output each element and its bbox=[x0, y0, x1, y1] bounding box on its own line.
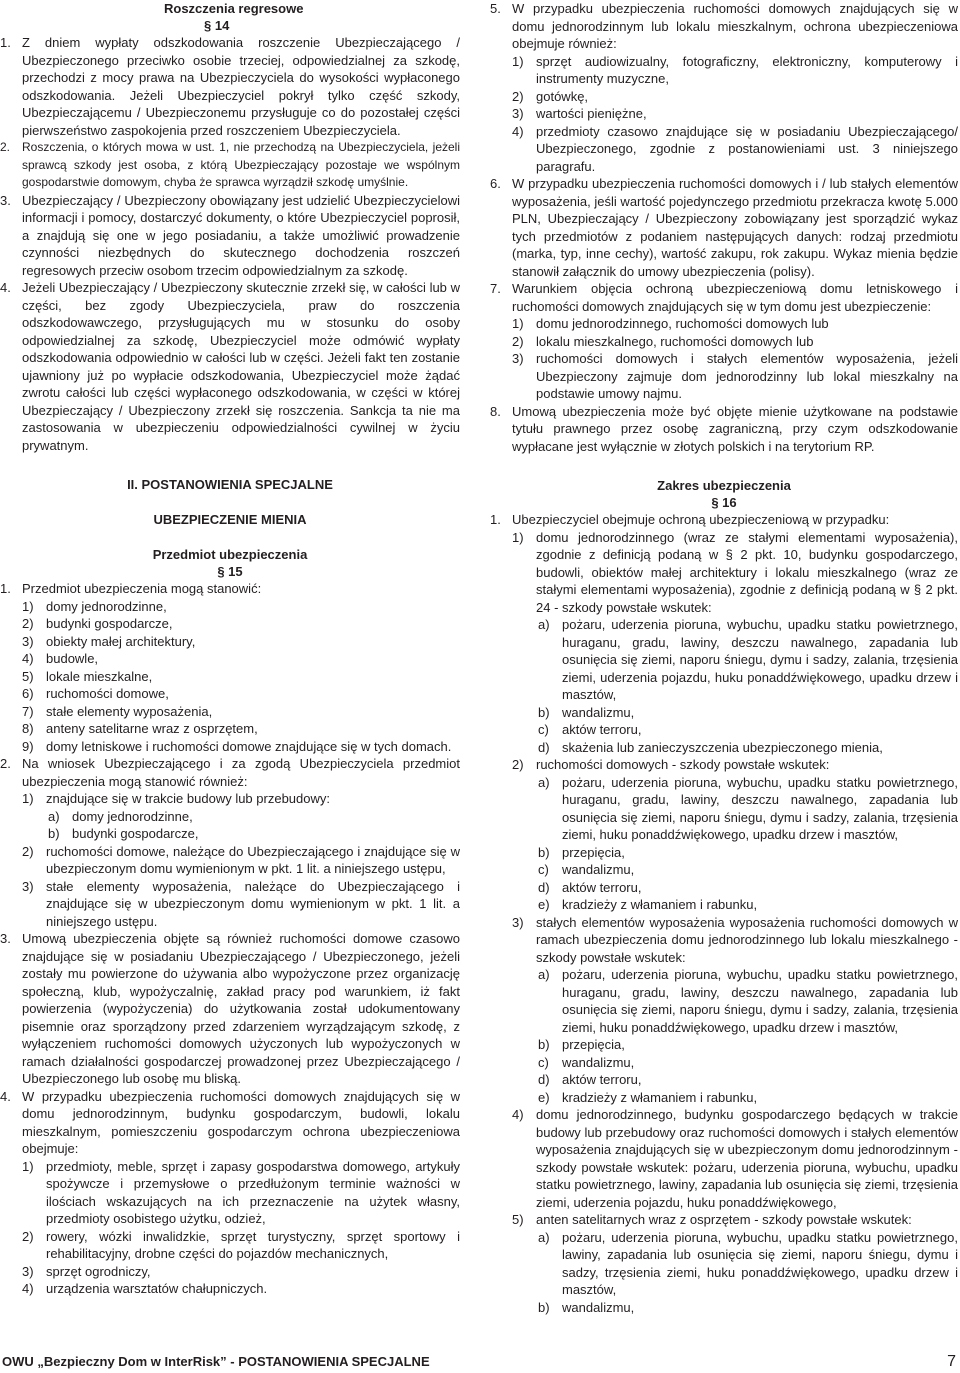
item-number: e) bbox=[538, 1089, 550, 1105]
item-number: 1) bbox=[22, 598, 34, 614]
spacer bbox=[0, 493, 460, 511]
spacer bbox=[0, 528, 460, 546]
paragraph-number: § 14 bbox=[204, 18, 230, 33]
clause bbox=[0, 1088, 460, 1158]
item-text: sprzęt ogrodniczy, bbox=[46, 1263, 151, 1279]
item-number: b) bbox=[538, 844, 550, 860]
item-number: 2) bbox=[22, 616, 34, 631]
item-text: przepięcia, bbox=[562, 1037, 625, 1052]
list-item bbox=[490, 53, 958, 88]
clause bbox=[0, 279, 460, 454]
list-item bbox=[0, 633, 460, 651]
item-number: 7) bbox=[22, 703, 34, 719]
item-number: e) bbox=[538, 897, 550, 912]
item-text: Umową ubezpieczenia może być objęte mienie użytkowane na podstawie tytułu prawnego przez osobę zagraniczną, przy czym odszkodowanie wypłacane jest wyłącznie w złotych polskich i na terytorium RP. bbox=[512, 403, 958, 454]
item-number: a) bbox=[48, 808, 60, 824]
list-item bbox=[0, 738, 460, 756]
item-number: b) bbox=[538, 704, 550, 720]
item-text: Umową ubezpieczenia objęte są również ruchomości domowe czasowo znajdujące się w posiadaniu Ubezpieczającego / Ubezpieczonego, jeżeli zostały mu powierzone do używania albo wypożyczone przez organizację społeczną, klub, wypożyczalnię, zakład pracy pod warunkiem, iż fakt powierzenia (wypożyczenia) do użytkowania został udokumentowany pisemnie oraz sporządzony przed zdarzeniem wyrządzającym szkodę, z wyłączeniem ruchomości domowych użyczonych lub wypożyczonych w ramach działalności gospodarczej prowadzonej przez Ubezpieczającego / Ubezpieczonego lub osobę mu bliską. bbox=[22, 931, 460, 1086]
item-text: domy jednorodzinne, bbox=[72, 808, 193, 824]
list-item bbox=[490, 1106, 958, 1211]
item-text: ruchomości domowe, należące do Ubezpieczającego i znajdujące się w ubezpieczonym domu wymienionym w pkt. 1 lit. a niniejszego ustępu, bbox=[46, 843, 460, 876]
item-text: Warunkiem objęcia ochroną ubezpieczeniową domu letniskowego i ruchomości domowych znajdujących się w tym domu jest ubezpieczenie: bbox=[512, 281, 958, 314]
sub-list-item bbox=[490, 861, 958, 879]
spacer bbox=[490, 455, 958, 477]
item-text: ruchomości domowych i stałych elementów wyposażenia, jeżeli Ubezpieczony zajmuje dom jednorodzinny lub lokal mieszkalny na podstawie umowy najmu. bbox=[536, 351, 958, 401]
item-text: znajdujące się w trakcie budowy lub przebudowy: bbox=[46, 791, 330, 806]
item-number: 3) bbox=[22, 633, 34, 649]
item-text: aktów terroru, bbox=[562, 722, 642, 737]
item-text: stałe elementy wyposażenia, bbox=[46, 703, 213, 719]
sub-list-item bbox=[490, 1229, 958, 1299]
item-number: 3) bbox=[22, 878, 34, 894]
list-item bbox=[490, 315, 958, 333]
item-number: c) bbox=[538, 862, 549, 877]
item-text: pożaru, uderzenia pioruna, wybuchu, upadku statku powietrznego, lawiny, zapadania lub osunięcia się ziemi, naporu śniegu, dymu i sadzy, trzęsienia ziemi, huku ponaddźwiękowego, upadku drzew i masztów, bbox=[562, 1229, 958, 1297]
clause bbox=[490, 175, 958, 280]
item-number: 9) bbox=[22, 738, 34, 754]
sub-list-item bbox=[490, 616, 958, 704]
item-text: rowery, wózki inwalidzkie, sprzęt turystyczny, sprzęt sportowy i rehabilitacyjny, drobne części do pojazdów mechanicznych, bbox=[46, 1228, 460, 1261]
item-text: przepięcia, bbox=[562, 844, 625, 860]
item-number: 4) bbox=[512, 1107, 524, 1122]
item-number: 2. bbox=[0, 756, 11, 771]
item-number: a) bbox=[538, 617, 550, 632]
list-item bbox=[0, 1263, 460, 1281]
page-footer bbox=[0, 1354, 960, 1373]
item-text: kradzieży z włamaniem i rabunku, bbox=[562, 897, 758, 912]
item-number: a) bbox=[538, 1229, 550, 1245]
item-number: c) bbox=[538, 722, 549, 737]
item-number: 2) bbox=[512, 333, 524, 349]
paragraph-number: § 16 bbox=[711, 495, 737, 510]
list-item bbox=[490, 88, 958, 106]
item-text: anten satelitarnych wraz z osprzętem - szkody powstałe wskutek: bbox=[536, 1212, 912, 1227]
item-text: domu jednorodzinnego (wraz ze stałymi elementami wyposażenia), zgodnie z definicją podaną w § 2 pkt. 10, budynku gospodarczego, budowli, obiektów małej architektury i lokalu mieszkalnego (wraz ze stałymi elementami wyposażenia), zgodnie z definicją podaną w § 2 pkt. 24 - szkody powstałe wskutek: bbox=[536, 529, 958, 615]
sub-list-item bbox=[0, 808, 460, 826]
clause bbox=[0, 930, 460, 1088]
list-item bbox=[0, 878, 460, 931]
list-item bbox=[0, 703, 460, 721]
part-heading: UBEZPIECZENIE MIENIA bbox=[153, 512, 307, 527]
item-text: obiekty małej architektury, bbox=[46, 633, 196, 649]
item-number: b) bbox=[538, 1037, 550, 1052]
page-number: 7 bbox=[947, 1353, 956, 1370]
item-text: domu jednorodzinnego, ruchomości domowych lub bbox=[536, 316, 829, 331]
item-number: 1) bbox=[512, 529, 524, 545]
item-text: urządzenia warsztatów chałupniczych. bbox=[46, 1281, 268, 1296]
list-item bbox=[490, 1211, 958, 1229]
item-text: ruchomości domowych - szkody powstałe wskutek: bbox=[536, 757, 830, 772]
item-text: Jeżeli Ubezpieczający / Ubezpieczony skutecznie zrzekł się, w całości lub w części, bez zgody Ubezpieczyciela, praw do roszczenia odszkodowawczego, przysługujących mu w stosunku do osoby odpowiedzialnej za szkodę, Ubezpieczyciel może odmówić wypłaty odszkodowania odpowiednio w całości lub w części. Jeżeli fakt ten zostanie ujawniony już po wypłacie odszkodowania, Ubezpieczyciel może żądać zwrotu całości lub części wypłaconego odszkodowania, w części w której Ubezpieczający / Ubezpieczony zrzekł się roszczenia. Sankcja ta nie ma zastosowania w ubezpieczeniu odpowiedzialności cywilnej w życiu prywatnym. bbox=[22, 280, 460, 453]
item-text: stałe elementy wyposażenia, należące do Ubezpieczającego i znajdujące się w ubezpieczonym domu wymienionym w pkt. 1 lit. a niniejszego ustępu. bbox=[46, 878, 460, 929]
item-number: 3) bbox=[512, 914, 524, 930]
item-number: 4) bbox=[22, 651, 34, 666]
item-number: 3) bbox=[22, 1263, 34, 1279]
item-text: W przypadku ubezpieczenia ruchomości domowych znajdujących się w domu jednorodzinnym, budynku gospodarczym, budowli, lokalu mieszkalnym, pomieszczeniu gospodarczym ochrona ubezpieczeniowa obejmuje: bbox=[22, 1088, 460, 1156]
item-number: 4. bbox=[0, 280, 11, 295]
clause bbox=[490, 403, 958, 456]
sub-list-item bbox=[490, 1036, 958, 1054]
item-number: 2. bbox=[0, 140, 11, 154]
sub-list-item bbox=[0, 825, 460, 843]
list-item bbox=[0, 1228, 460, 1263]
section-heading: Roszczenia regresowe bbox=[164, 1, 304, 16]
item-number: 8. bbox=[490, 403, 501, 419]
item-text: domy letniskowe i ruchomości domowe znajdujące się w tych domach. bbox=[46, 738, 452, 754]
item-text: wandalizmu, bbox=[562, 1054, 635, 1070]
item-text: gotówkę, bbox=[536, 88, 589, 104]
item-number: 1) bbox=[22, 791, 34, 806]
footer-title: OWU „Bezpieczny Dom w InterRisk” - POSTANOWIENIA SPECJALNE bbox=[2, 1354, 430, 1369]
item-text: pożaru, uderzenia pioruna, wybuchu, upadku statku powietrznego, huraganu, gradu, lawiny, deszczu nawalnego, zapadania lub osunięcia się ziemi, naporu śniegu, dymu i sadzy, zalania, trzęsienia ziemi, huku ponaddźwiękowego, upadku drzew i masztów, bbox=[562, 967, 958, 1035]
item-number: 5. bbox=[490, 1, 501, 16]
item-text: wandalizmu, bbox=[562, 1299, 635, 1315]
item-number: d) bbox=[538, 879, 550, 895]
item-text: ruchomości domowe, bbox=[46, 686, 169, 701]
item-text: pożaru, uderzenia pioruna, wybuchu, upadku statku powietrznego, huraganu, gradu, lawiny, deszczu nawalnego, zapadania lub osunięcia się ziemi, naporu śniegu, dymu i sadzy, zalania, trzęsienia ziemi, uderzenia pojazdu, huku ponaddźwiękowego, upadku drzew i masztów, bbox=[562, 617, 958, 702]
clause bbox=[0, 755, 460, 790]
sub-list-item bbox=[490, 1089, 958, 1107]
clause bbox=[490, 511, 958, 529]
item-number: 3. bbox=[0, 931, 11, 946]
section-heading: Zakres ubezpieczenia bbox=[657, 478, 791, 493]
item-number: 8) bbox=[22, 721, 34, 736]
item-number: 7. bbox=[490, 281, 501, 296]
item-number: 5) bbox=[22, 668, 34, 684]
section-heading: Przedmiot ubezpieczenia bbox=[152, 547, 308, 562]
clause bbox=[0, 139, 460, 192]
item-text: domy jednorodzinne, bbox=[46, 598, 167, 614]
sub-list-item bbox=[490, 844, 958, 862]
list-item bbox=[0, 668, 460, 686]
item-number: 1) bbox=[512, 316, 524, 331]
item-number: b) bbox=[538, 1299, 550, 1315]
list-item bbox=[490, 105, 958, 123]
item-text: budynki gospodarcze, bbox=[46, 616, 173, 631]
item-text: Z dniem wypłaty odszkodowania roszczenie Ubezpieczającego / Ubezpieczonego przeciwko osobie trzeciej, odpowiedzialnej za szkodę, przechodzi z mocy prawa na Ubezpieczyciela do wysokości wypłaconego odszkodowania. Jeżeli Ubezpieczyciel pokrył tylko część szkody, Ubezpieczającemu / Ubezpieczonemu przysługuje co do pozostałej części pierwszeństwo zaspokojenia przed roszczeniem Ubezpieczyciela. bbox=[22, 35, 460, 138]
sub-list-item bbox=[490, 1299, 958, 1317]
paragraph-number: § 15 bbox=[217, 564, 243, 579]
list-item bbox=[0, 615, 460, 633]
item-text: Ubezpieczyciel obejmuje ochroną ubezpieczeniową w przypadku: bbox=[512, 512, 890, 527]
item-text: pożaru, uderzenia pioruna, wybuchu, upadku statku powietrznego, huraganu, gradu, lawiny, deszczu nawalnego, zapadania lub osunięcia się ziemi, naporu śniegu, dymu i sadzy, zalania, trzęsienia ziemi, huku ponaddźwiękowego, upadku drzew i masztów, bbox=[562, 774, 958, 842]
list-item bbox=[490, 350, 958, 403]
item-text: lokale mieszkalne, bbox=[46, 668, 153, 684]
sub-list-item bbox=[490, 896, 958, 914]
item-number: 2) bbox=[22, 1228, 34, 1244]
spacer bbox=[0, 454, 460, 476]
sub-list-item bbox=[490, 774, 958, 844]
list-item bbox=[490, 756, 958, 774]
item-text: domu jednorodzinnego, budynku gospodarczego będących w trakcie budowy lub przebudowy oraz ruchomości domowych i stałych elementów wyposażenia znajdujących się w ubezpieczonym domu jednorodzinnym - szkody powstałe wskutek: pożaru, uderzenia pioruna, wybuchu, upadku statku powietrznego, lawiny, zapadania lub osunięcia się ziemi, trzęsienia ziemi, uderzenia pojazdu, huku ponaddźwiękowego, bbox=[536, 1107, 958, 1210]
item-text: lokalu mieszkalnego, ruchomości domowych lub bbox=[536, 333, 814, 349]
item-number: b) bbox=[48, 826, 60, 841]
item-text: wartości pieniężne, bbox=[536, 106, 647, 121]
item-text: aktów terroru, bbox=[562, 879, 642, 895]
list-item bbox=[0, 650, 460, 668]
item-text: Przedmiot ubezpieczenia mogą stanowić: bbox=[22, 581, 262, 596]
clause bbox=[490, 0, 958, 53]
list-item bbox=[490, 914, 958, 967]
sub-list-item bbox=[490, 1054, 958, 1072]
item-text: skażenia lub zanieczyszczenia ubezpieczonego mienia, bbox=[562, 739, 883, 755]
item-text: wandalizmu, bbox=[562, 704, 635, 720]
item-text: kradzieży z włamaniem i rabunku, bbox=[562, 1089, 758, 1105]
item-text: sprzęt audiowizualny, fotograficzny, elektroniczny, komputerowy i instrumenty muzyczne, bbox=[536, 53, 958, 86]
item-number: c) bbox=[538, 1054, 549, 1070]
clause bbox=[0, 34, 460, 139]
item-text: budowle, bbox=[46, 651, 99, 666]
sub-list-item bbox=[490, 879, 958, 897]
item-number: 1) bbox=[512, 53, 524, 69]
item-number: 1. bbox=[490, 512, 501, 527]
list-item bbox=[0, 790, 460, 808]
sub-list-item bbox=[490, 721, 958, 739]
item-number: a) bbox=[538, 967, 550, 982]
item-text: wandalizmu, bbox=[562, 862, 635, 877]
item-text: Ubezpieczający / Ubezpieczony obowiązany jest udzielić Ubezpieczycielowi informacji i pomocy, dostarczyć dokumenty, o które Ubezpieczyciel poprosił, a znajdują się one w jego posiadaniu, a także umożliwić prowadzenie czynności niezbędnych do skutecznego dochodzenia roszczeń regresowych przeciw osobom trzecim odpowiedzialnym za szkodę. bbox=[22, 192, 460, 278]
item-number: d) bbox=[538, 1072, 550, 1087]
list-item bbox=[0, 685, 460, 703]
sub-list-item bbox=[490, 704, 958, 722]
item-number: 2) bbox=[512, 757, 524, 772]
item-number: 1. bbox=[0, 581, 11, 596]
item-number: 6) bbox=[22, 686, 34, 701]
item-number: 1) bbox=[22, 1158, 34, 1174]
item-text: stałych elementów wyposażenia wyposażenia ruchomości domowych w ramach ubezpieczenia domu jednorodzinnego lub lokalu mieszkalnego - szkody powstałe wskutek: bbox=[536, 914, 958, 965]
clause bbox=[0, 192, 460, 280]
item-number: 3) bbox=[512, 351, 524, 366]
sub-list-item bbox=[490, 1071, 958, 1089]
part-heading: II. POSTANOWIENIA SPECJALNE bbox=[127, 477, 333, 492]
item-text: W przypadku ubezpieczenia ruchomości domowych znajdujących się w domu jednorodzinnym lub lokalu mieszkalnym, ochrona ubezpieczeniowa obejmuje również: bbox=[512, 1, 958, 51]
item-number: 4. bbox=[0, 1088, 11, 1104]
sub-list-item bbox=[490, 739, 958, 757]
item-number: 6. bbox=[490, 176, 501, 191]
item-text: budynki gospodarcze, bbox=[72, 826, 199, 841]
item-number: d) bbox=[538, 739, 550, 755]
item-text: Na wniosek Ubezpieczającego i za zgodą Ubezpieczyciela przedmiot ubezpieczenia mogą stanowić również: bbox=[22, 756, 460, 789]
right-column bbox=[490, 0, 958, 1316]
list-item bbox=[490, 333, 958, 351]
item-text: przedmioty, meble, sprzęt i zapasy gospodarstwa domowego, artykuły spożywcze i przemysłowe o przedłużonym terminie ważności w ilościach wskazujących na ich przeznaczenie na użytek własny, przedmioty osobistego użytku, odzież, bbox=[46, 1158, 460, 1226]
list-item bbox=[490, 123, 958, 176]
list-item bbox=[0, 720, 460, 738]
item-number: 1. bbox=[0, 35, 11, 50]
left-column bbox=[0, 0, 460, 1298]
clause bbox=[0, 580, 460, 598]
sub-list-item bbox=[490, 966, 958, 1036]
item-text: Roszczenia, o których mowa w ust. 1, nie przechodzą na Ubezpieczyciela, jeżeli sprawcą szkody jest osoba, z którą Ubezpieczający pozostaje we wspólnym gospodarstwie domowym, chyba że sprawca wyrządził szkodę umyślnie. bbox=[22, 140, 460, 189]
item-number: 3. bbox=[0, 192, 11, 208]
list-item bbox=[0, 598, 460, 616]
list-item bbox=[490, 529, 958, 617]
item-number: 2) bbox=[22, 843, 34, 859]
item-number: 4) bbox=[22, 1281, 34, 1296]
list-item bbox=[0, 1280, 460, 1298]
item-number: 3) bbox=[512, 106, 524, 121]
item-number: 4) bbox=[512, 123, 524, 139]
item-text: W przypadku ubezpieczenia ruchomości domowych i / lub stałych elementów wyposażenia, jeśli wartość pojedynczego przedmiotu przekracza kwotę 5.000 PLN, Ubezpieczający / Ubezpieczony zobowiązany jest sporządzić wykaz tych przedmiotów z podaniem następujących danych: rodzaj przedmiotu (marka, typ, inne cechy), wartość zakupu, rok zakupu. Wykaz mienia będzie stanowił załącznik do umowy ubezpieczenia (polisy). bbox=[512, 176, 958, 279]
clause bbox=[490, 280, 958, 315]
item-number: 5) bbox=[512, 1212, 524, 1227]
item-text: anteny satelitarne wraz z osprzętem, bbox=[46, 721, 258, 736]
item-text: aktów terroru, bbox=[562, 1072, 642, 1087]
item-text: przedmioty czasowo znajdujące się w posiadaniu Ubezpieczającego/ Ubezpieczonego, zgodnie z postanowieniami ust. 3 niniejszego paragrafu. bbox=[536, 123, 958, 174]
list-item bbox=[0, 1158, 460, 1228]
item-number: 2) bbox=[512, 88, 524, 104]
item-number: a) bbox=[538, 774, 550, 790]
list-item bbox=[0, 843, 460, 878]
